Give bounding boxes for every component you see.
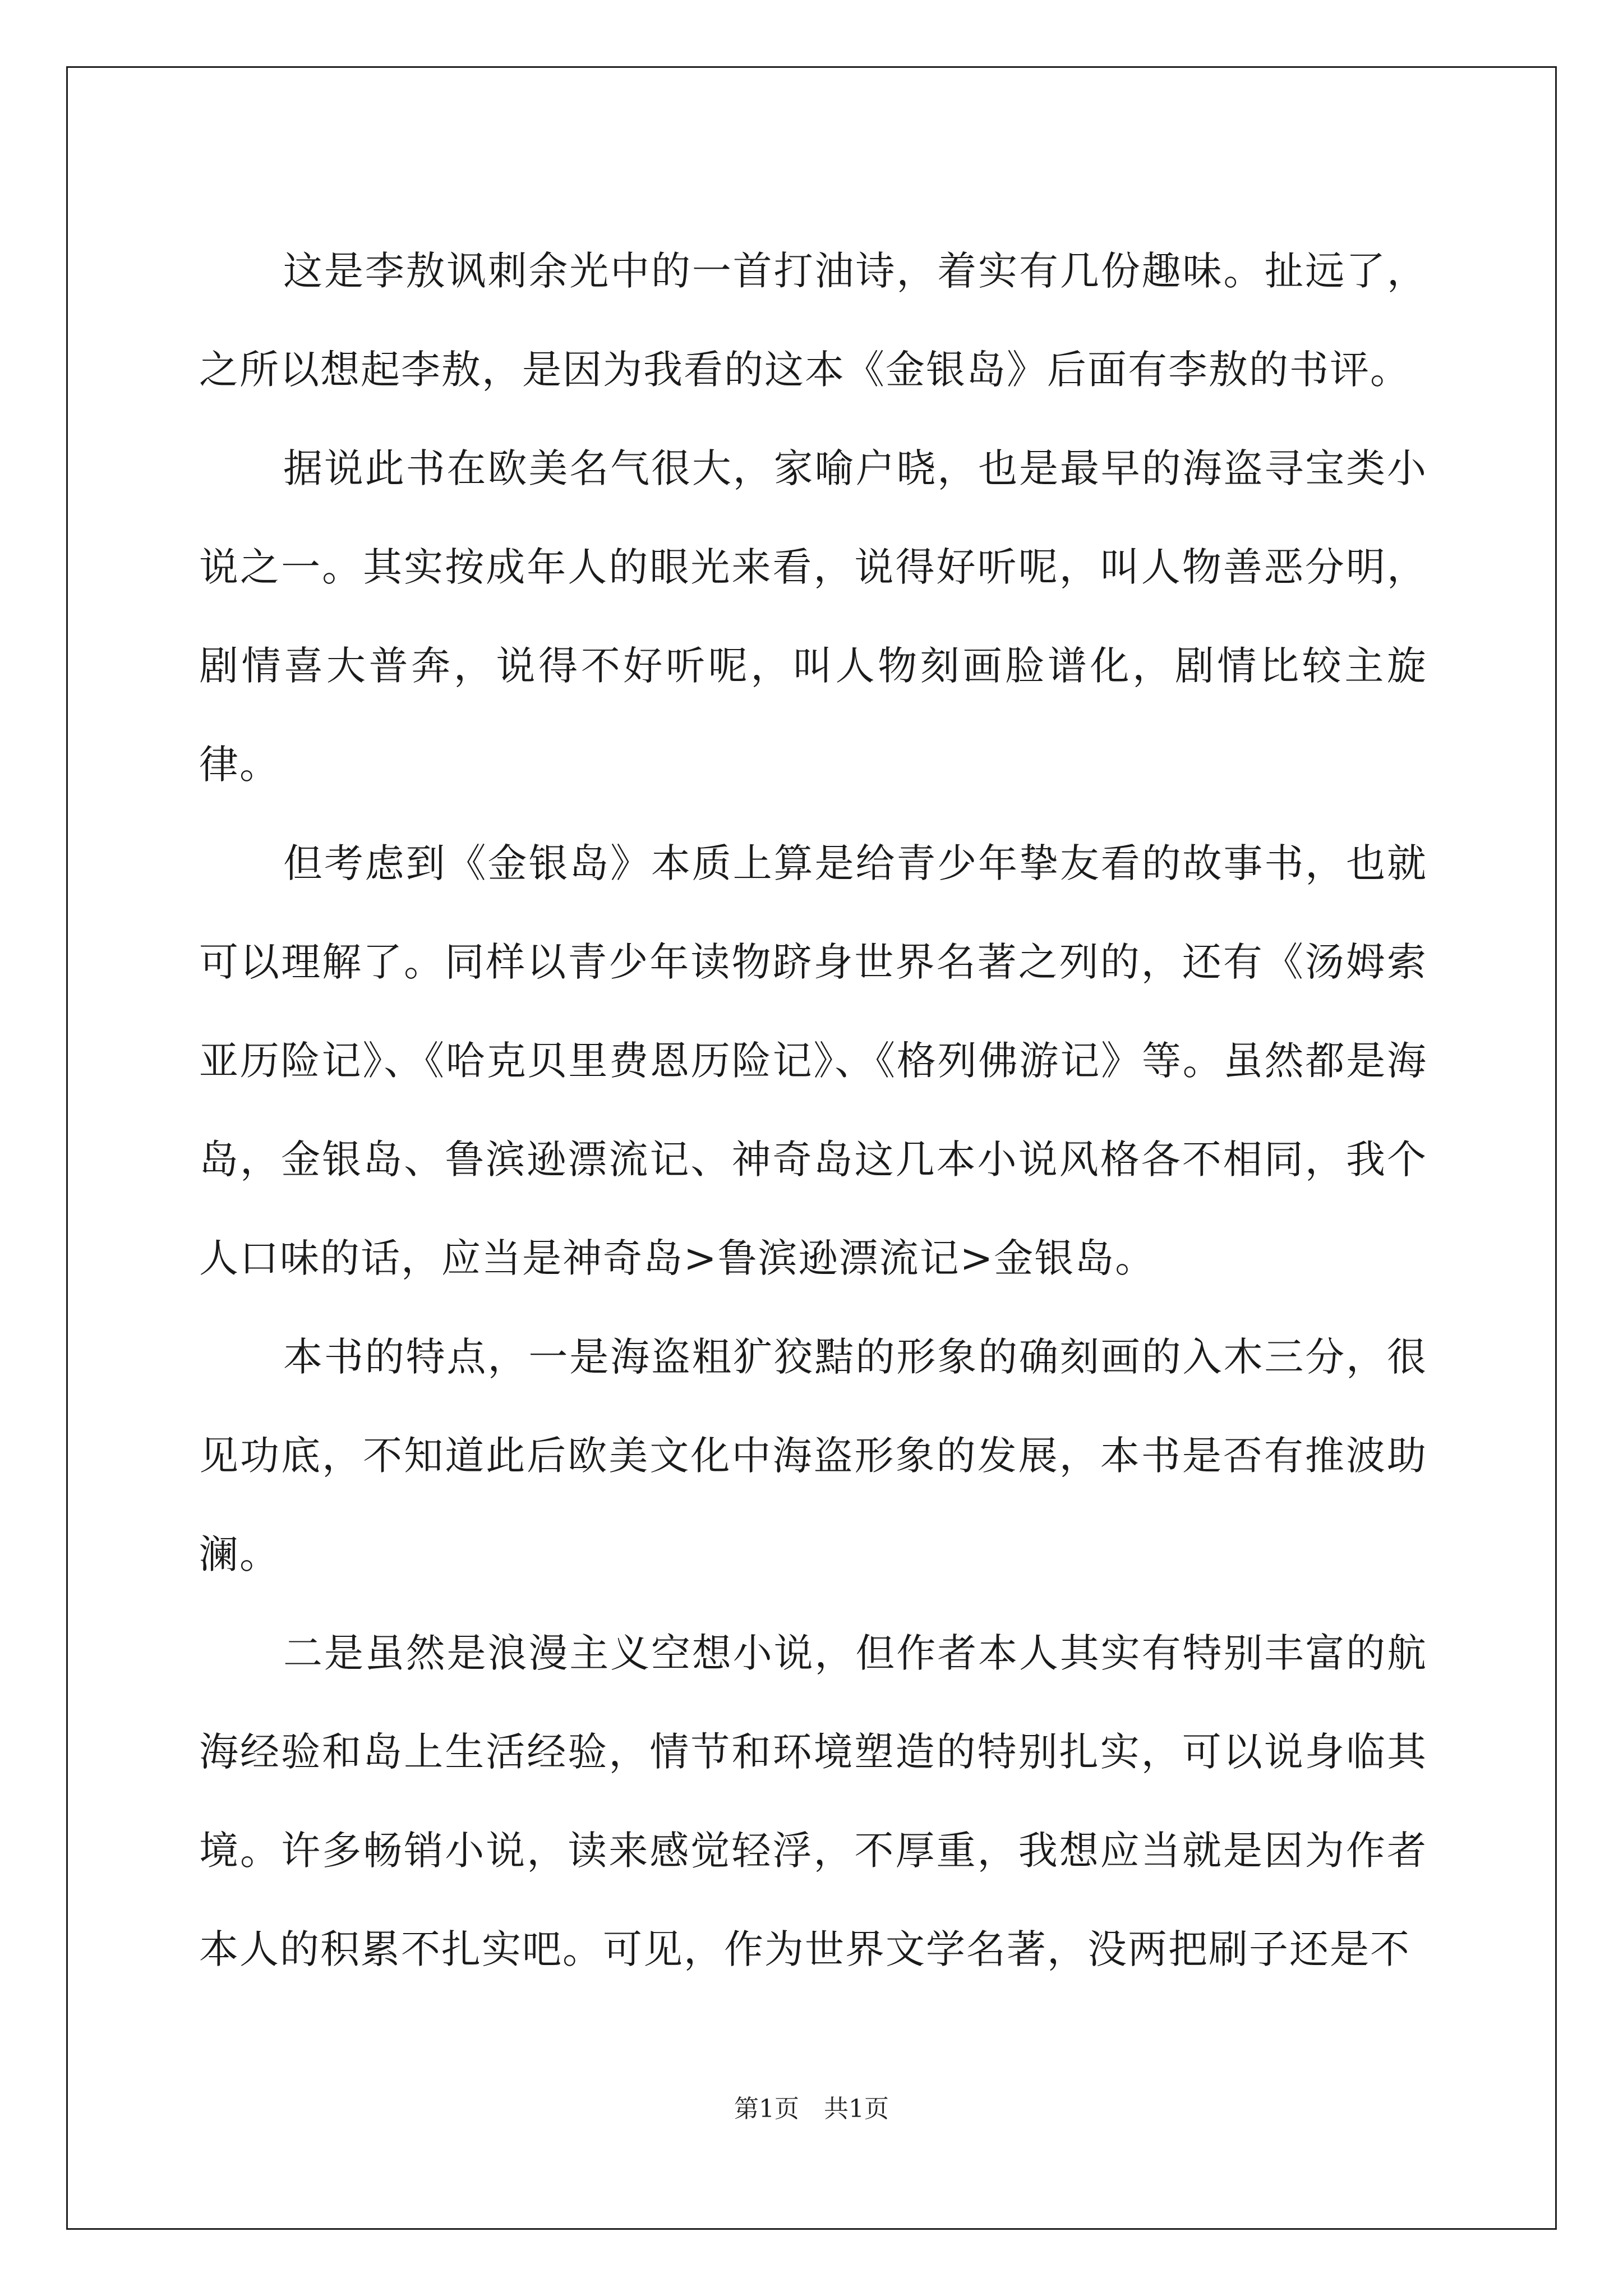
- paragraph-5: 二是虽然是浪漫主义空想小说，但作者本人其实有特别丰富的航海经验和岛上生活经验，情节和环境塑造的特别扎实，可以说身临其境。许多畅销小说，读来感觉轻浮，不厚重，我想应当就是因为作者本人的积累不扎实吧。可见，作为世界文学名著，没两把刷子还是不: [199, 1630, 1427, 1972]
- paragraph-3: 但考虑到《金银岛》本质上算是给青少年挚友看的故事书，也就可以理解了。同样以青少年读物跻身世界名著之列的，还有《汤姆索亚历险记》、《哈克贝里费恩历险记》、《格列佛游记》等。虽然都是海岛，金银岛、鲁滨逊漂流记、神奇岛这几本小说风格各不相同，我个人口味的话，应当是神奇岛>鲁滨逊漂流记>金银岛。: [199, 840, 1427, 1281]
- paragraph-2: 据说此书在欧美名气很大，家喻户晓，也是最早的海盗寻宝类小说之一。其实按成年人的眼光来看，说得好听呢，叫人物善恶分明，剧情喜大普奔，说得不好听呢，叫人物刻画脸谱化，剧情比较主旋律。: [199, 445, 1427, 788]
- page-footer: 第1页 共1页: [734, 2095, 889, 2123]
- document-body: [199, 222, 1427, 1999]
- paragraph-1: 这是李敖讽刺余光中的一首打油诗，着实有几份趣味。扯远了，之所以想起李敖，是因为我看的这本《金银岛》后面有李敖的书评。: [199, 248, 1427, 393]
- paragraph-4: 本书的特点，一是海盗粗犷狡黠的形象的确刻画的入木三分，很见功底，不知道此后欧美文化中海盗形象的发展，本书是否有推波助澜。: [199, 1334, 1427, 1577]
